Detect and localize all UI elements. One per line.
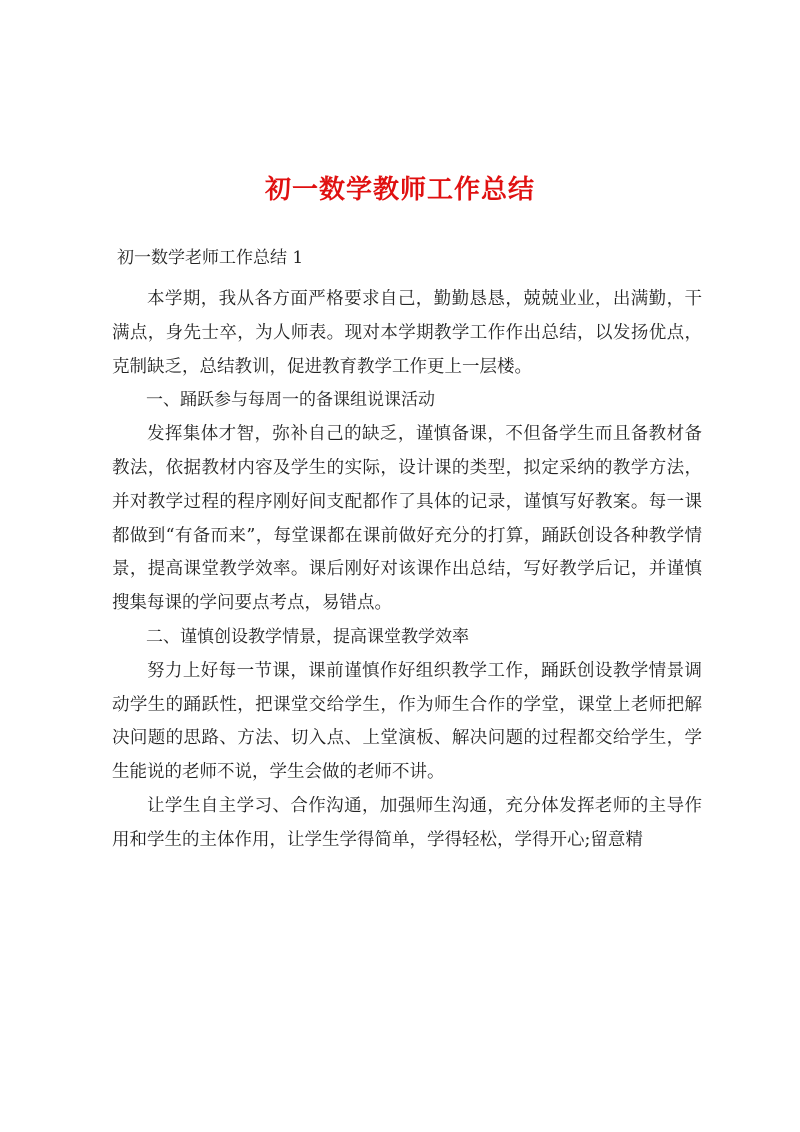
section-heading-1: 一、踊跃参与每周一的备课组说课活动 (146, 390, 435, 411)
paragraph-section-2-continued: 让学生自主学习、合作沟通，加强师生沟通，充分体发挥老师的主导作用和学生的主体作用，让学生学得简单，学得轻松，学得开心;留意精 (112, 795, 702, 850)
document-title: 初一数学教师工作总结 (264, 175, 535, 205)
paragraph-intro: 本学期，我从各方面严格要求自己，勤勤恳恳，兢兢业业，出满勤，干满点，身先士卒，为人师表。现对本学期教学工作作出总结，以发扬优点，克制缺乏，总结教训，促进教育教学工作更上一层楼。 (112, 289, 702, 377)
document-subtitle: 初一数学老师工作总结 1 (117, 248, 304, 268)
section-heading-2: 二、谨慎创设教学情景，提高课堂教学效率 (146, 626, 469, 647)
paragraph-section-1: 发挥集体才智，弥补自己的缺乏，谨慎备课，不但备学生而且备教材备教法，依据教材内容及学生的实际，设计课的类型，拟定采纳的教学方法，并对教学过程的程序刚好间支配都作了具体的记录，谨慎写好教案。每一课都做到“有备而来”，每堂课都在课前做好充分的打算，踊跃创设各种教学情景，提高课堂教学效率。课后刚好对该课作出总结，写好教学后记，并谨慎搜集每课的学问要点考点，易错点。 (112, 424, 702, 614)
document-body (112, 283, 702, 858)
paragraph-section-2: 努力上好每一节课，课前谨慎作好组织教学工作，踊跃创设教学情景调动学生的踊跃性，把课堂交给学生，作为师生合作的学堂，课堂上老师把解决问题的思路、方法、切入点、上堂演板、解决问题的过程都交给学生，学生能说的老师不说，学生会做的老师不讲。 (112, 660, 702, 783)
